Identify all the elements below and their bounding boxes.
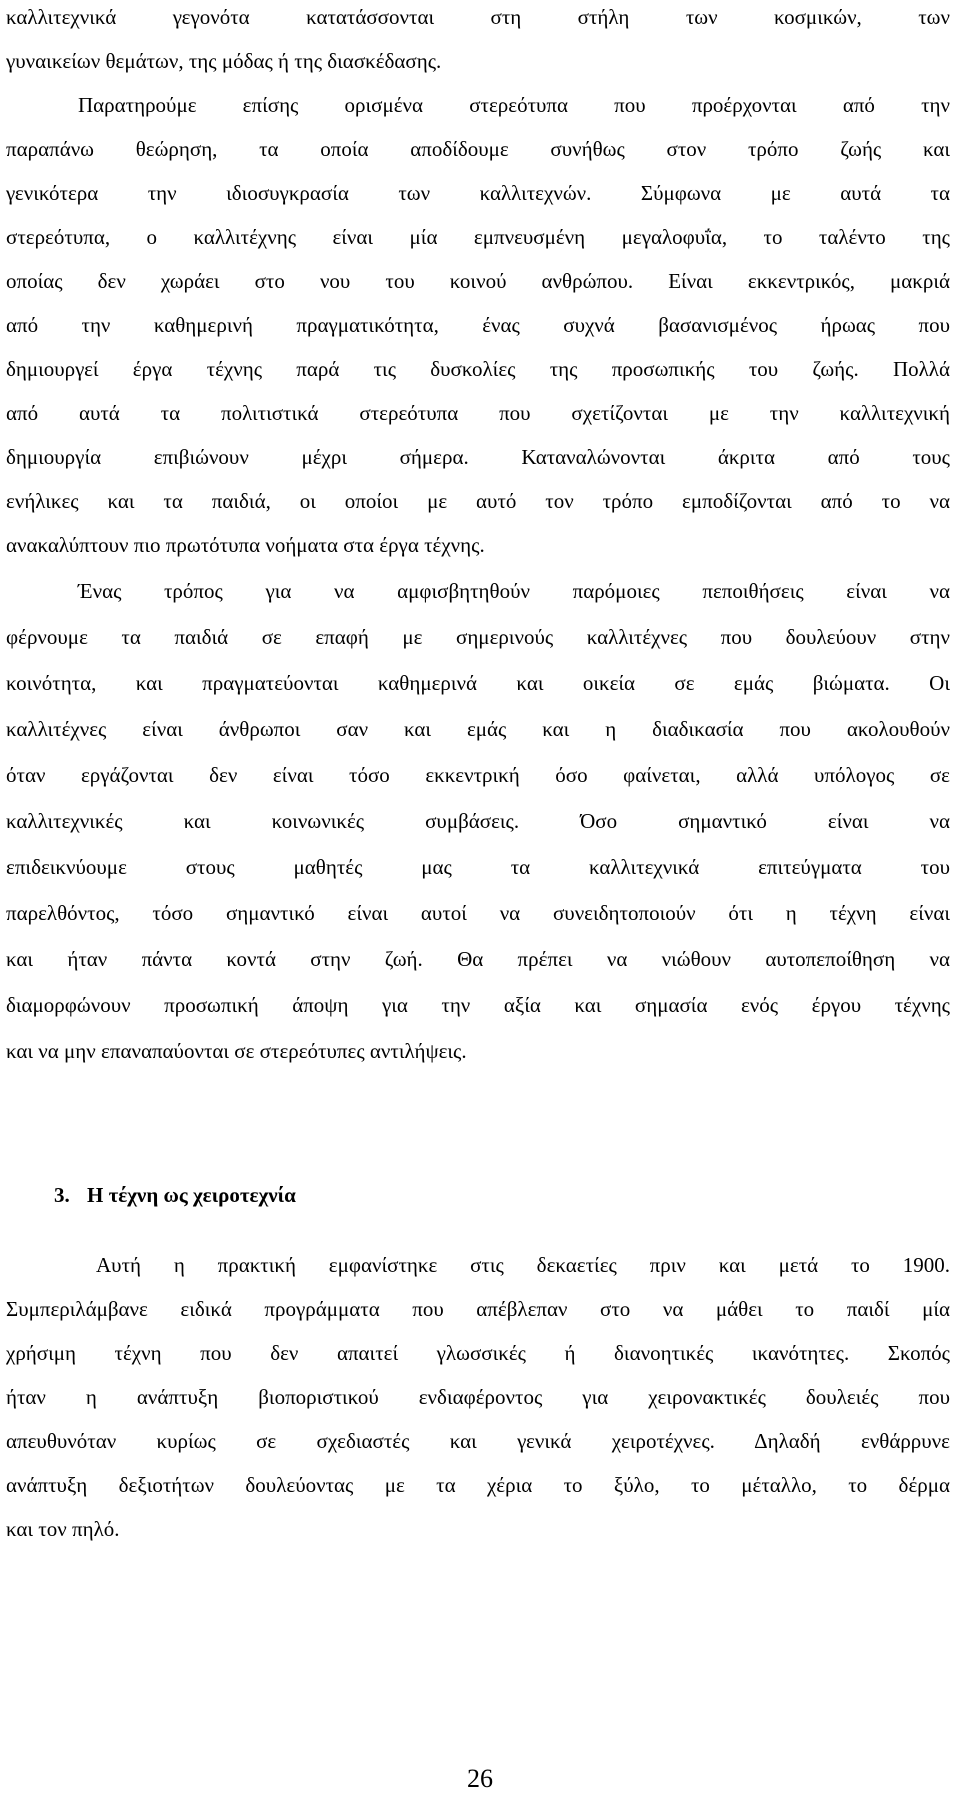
body-text-line: καλλιτεχνικά γεγονότα κατατάσσονται στη στήλη των κοσμικών, των (6, 5, 950, 29)
body-text-line: χρήσιμη τέχνη που δεν απαιτεί γλωσσικές ή διανοητικές ικανότητες. Σκοπός (6, 1341, 950, 1365)
body-text-line: διαμορφώνουν προσωπική άποψη για την αξία και σημασία ενός έργου τέχνης (6, 993, 950, 1017)
body-text-line: Αυτή η πρακτική εμφανίστηκε στις δεκαετίες πριν και μετά το 1900. (96, 1253, 950, 1277)
body-text-line: φέρνουμε τα παιδιά σε επαφή με σημερινούς καλλιτέχνες που δουλεύουν στην (6, 625, 950, 649)
body-text-line: Ένας τρόπος για να αμφισβητηθούν παρόμοιες πεποιθήσεις είναι να (78, 579, 950, 603)
body-text-line: Παρατηρούμε επίσης ορισμένα στερεότυπα που προέρχονται από την (78, 93, 950, 117)
body-text-line: ενήλικες και τα παιδιά, οι οποίοι με αυτό τον τρόπο εμποδίζονται από το να (6, 489, 950, 513)
body-text-line: από αυτά τα πολιτιστικά στερεότυπα που σχετίζονται με την καλλιτεχνική (6, 401, 950, 425)
body-text-line: κοινότητα, και πραγματεύονται καθημερινά και οικεία σε εμάς βιώματα. Οι (6, 671, 950, 695)
section-number: 3. (54, 1183, 70, 1207)
body-text-line: δημιουργία επιβιώνουν μέχρι σήμερα. Καταναλώνονται άκριτα από τους (6, 445, 950, 469)
body-text-line: καλλιτεχνικές και κοινωνικές συμβάσεις. Όσο σημαντικό είναι να (6, 809, 950, 833)
body-text-line: καλλιτέχνες είναι άνθρωποι σαν και εμάς και η διαδικασία που ακολουθούν (6, 717, 950, 741)
body-text-line: γυναικείων θεμάτων, της μόδας ή της διασκέδασης. (6, 49, 442, 73)
body-text-line: ανάπτυξη δεξιοτήτων δουλεύοντας με τα χέρια το ξύλο, το μέταλλο, το δέρμα (6, 1473, 950, 1497)
body-text-line: απευθυνόταν κυρίως σε σχεδιαστές και γενικά χειροτέχνες. Δηλαδή ενθάρρυνε (6, 1429, 950, 1453)
body-text-line: επιδεικνύουμε στους μαθητές μας τα καλλιτεχνικά επιτεύγματα του (6, 855, 950, 879)
body-text-line: Συμπεριλάμβανε ειδικά προγράμματα που απέβλεπαν στο να μάθει το παιδί μία (6, 1297, 950, 1321)
body-text-line: ανακαλύπτουν πιο πρωτότυπα νοήματα στα έργα τέχνης. (6, 533, 485, 557)
body-text-line: δημιουργεί έργα τέχνης παρά τις δυσκολίες της προσωπικής του ζωής. Πολλά (6, 357, 950, 381)
body-text-line: όταν εργάζονται δεν είναι τόσο εκκεντρική όσο φαίνεται, αλλά υπόλογος σε (6, 763, 950, 787)
body-text-line: παραπάνω θεώρηση, τα οποία αποδίδουμε συνήθως στον τρόπο ζωής και (6, 137, 950, 161)
body-text-line: ήταν η ανάπτυξη βιοποριστικού ενδιαφέροντος για χειρονακτικές δουλειές που (6, 1385, 950, 1409)
body-text-line: στερεότυπα, ο καλλιτέχνης είναι μία εμπνευσμένη μεγαλοφυΐα, το ταλέντο της (6, 225, 950, 249)
body-text-line: παρελθόντος, τόσο σημαντικό είναι αυτοί να συνειδητοποιούν ότι η τέχνη είναι (6, 901, 950, 925)
section-heading (54, 1178, 296, 1212)
page-number: 26 (467, 1764, 493, 1793)
body-text-line: και τον πηλό. (6, 1517, 120, 1541)
body-text-line: οποίας δεν χωράει στο νου του κοινού ανθρώπου. Είναι εκκεντρικός, μακριά (6, 269, 950, 293)
body-text-line: από την καθημερινή πραγματικότητα, ένας συχνά βασανισμένος ήρωας που (6, 313, 950, 337)
section-title: Η τέχνη ως χειροτεχνία (87, 1183, 296, 1207)
body-text-line: και να μην επαναπαύονται σε στερεότυπες αντιλήψεις. (6, 1039, 467, 1063)
body-text-line: και ήταν πάντα κοντά στην ζωή. Θα πρέπει να νιώθουν αυτοπεποίθηση να (6, 947, 950, 971)
body-text-line: γενικότερα την ιδιοσυγκρασία των καλλιτεχνών. Σύμφωνα με αυτά τα (6, 181, 950, 205)
